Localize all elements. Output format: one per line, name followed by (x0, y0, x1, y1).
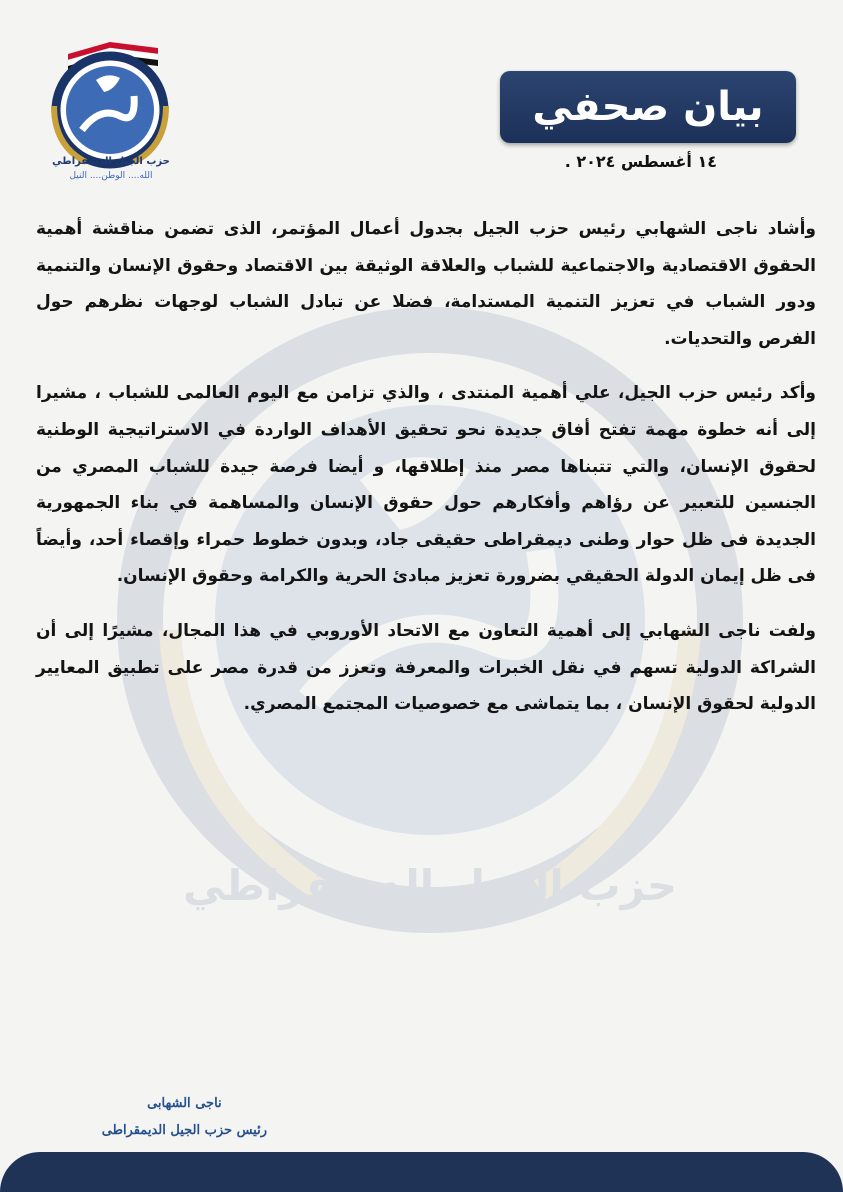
logo-slogan: الله.... الوطن.... النيل (69, 171, 153, 181)
statement-date: ١٤ أغسطس ٢٠٢٤ . (564, 152, 717, 171)
paragraph-1: وأشاد ناجى الشهابي رئيس حزب الجيل بجدول أعمال المؤتمر، الذى تضمن مناقشة أهمية الحقوق الاقتصادية والاجتماعية للشباب والعلاقة الوثيقة بين الاقتصاد وحقوق الإنسان والتنمية ودور الشباب في تعزيز التنمية المستدامة، فضلا عن تبادل الشباب لوجهات نظرهم حول الفرص والتحديات. (36, 219, 816, 349)
watermark-text: حزب الجيل الديمقراطي (182, 861, 678, 910)
paragraph-2: وأكد رئيس حزب الجيل، علي أهمية المنتدى ، والذي تزامن مع اليوم العالمى للشباب ، مشيرا إلى أنه خطوة مهمة تفتح أفاق جديدة نحو تحقيق الأهداف الواردة في الاستراتيجية الوطنية لحقوق الإنسان، والتي تتبناها مصر منذ إطلاقها، و أيضا فرصة جيدة للشباب المصري من الجنسين للتعبير عن رؤاهم وأفكارهم حول حقوق الإنسان والمساهمة في بناء الجمهورية الجديدة فى ظل حوار وطنى ديمقراطى حقيقى جاد، وبدون خطوط حمراء وإقصاء أحد، وأيضاً فى ظل إيمان الدولة الحقيقي بضرورة تعزيز مبادئ الحرية والكرامة وحقوق الإنسان. (36, 383, 816, 587)
page-title: بيان صحفي (532, 84, 764, 130)
logo-party-name: حزب الجيل الديمقراطي (52, 156, 170, 167)
signatory-name: ناجى الشهابى (147, 1096, 222, 1111)
statement-body (36, 211, 816, 741)
footer-band (0, 1152, 843, 1192)
title-banner (500, 71, 796, 143)
signature-block (102, 1096, 267, 1138)
paragraph-3: ولفت ناجى الشهابي إلى أهمية التعاون مع الاتحاد الأوروبي في هذا المجال، مشيرًا إلى أن الشراكة الدولية تسهم في نقل الخبرات والمعرفة وتعزز من قدرة مصر على تطبيق المعايير الدولية لحقوق الإنسان ، بما يتماشى مع خصوصيات المجتمع المصري. (36, 620, 816, 715)
signatory-title: رئيس حزب الجيل الديمقراطى (101, 1123, 267, 1138)
